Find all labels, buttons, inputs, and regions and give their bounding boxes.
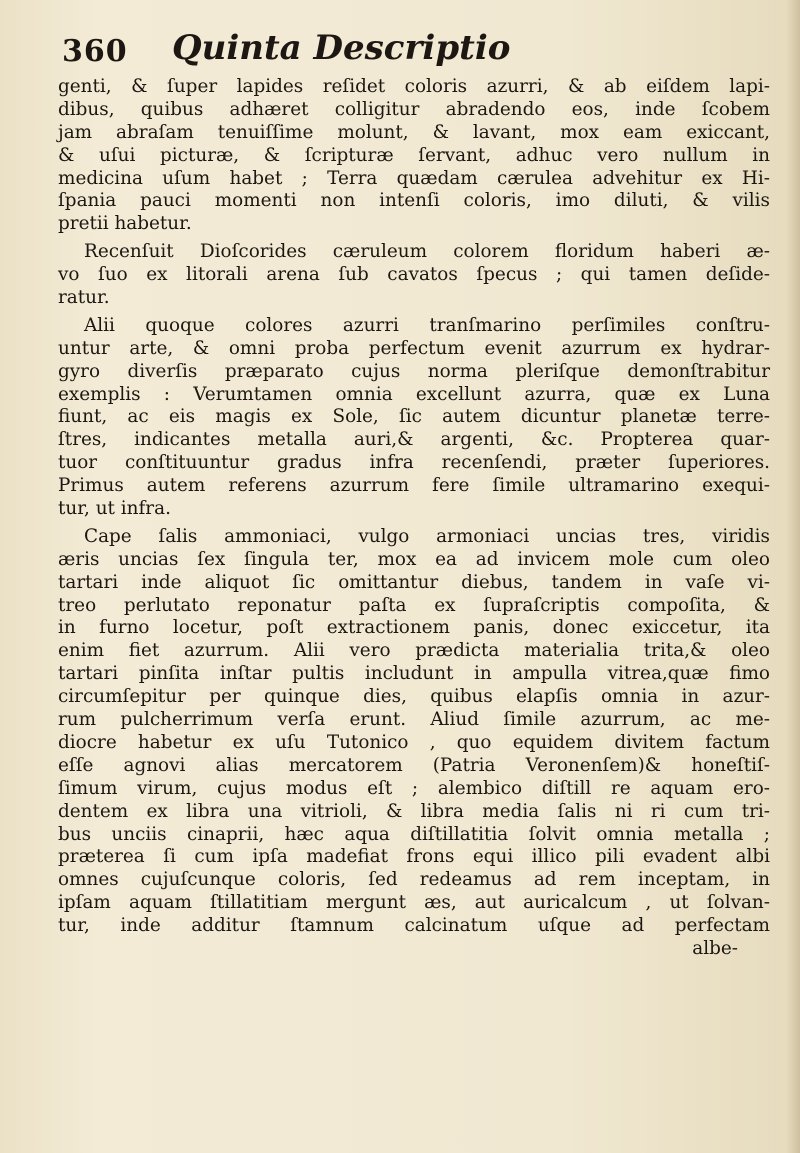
text-line: tartari inde aliquot ſic omittantur diebus, tandem in vaſe vi- xyxy=(58,571,770,593)
text-line: dentem ex libra una vitrioli, & libra media ſalis ni ri cum tri- xyxy=(58,800,770,822)
text-line: tur, ut infra. xyxy=(58,498,171,520)
paragraph xyxy=(58,526,770,938)
text-line: untur arte, & omni proba perfectum evenit azurrum ex hydrar- xyxy=(58,337,770,359)
page-edge-shadow xyxy=(786,0,800,1153)
text-line: fiunt, ac eis magis ex Sole, ſic autem dicuntur planetæ terre- xyxy=(58,406,770,428)
text-line: enim fiet azurrum. Alii vero prædicta materialia trita,& oleo xyxy=(58,640,770,662)
running-title: Quinta Descriptio xyxy=(172,28,511,68)
paragraph xyxy=(58,76,770,236)
text-line: dibus, quibus adhæret colligitur abradendo eos, inde ſcobem xyxy=(58,98,770,120)
page-number: 360 xyxy=(62,34,128,69)
text-line: præterea ſi cum ipſa madefiat frons equi illico pili evadent albi xyxy=(58,846,770,868)
text-line: pretii habetur. xyxy=(58,213,192,235)
text-line: & uſui picturæ, & ſcripturæ ſervant, adhuc vero nullum in xyxy=(58,144,770,166)
page-header xyxy=(62,28,762,76)
text-line: omnes cujuſcunque coloris, ſed redeamus ad rem inceptam, in xyxy=(58,869,770,891)
text-line: Recenſuit Dioſcorides cæruleum colorem floridum haberi æ- xyxy=(84,241,770,263)
text-line: exemplis : Verumtamen omnia excellunt azurra, quæ ex Luna xyxy=(58,383,770,405)
text-line: bus unciis cinaprii, hæc aqua diſtillatitia ſolvit omnia metalla ; xyxy=(58,823,770,845)
text-line: ratur. xyxy=(58,287,110,309)
text-line: treo perlutato reponatur paſta ex ſupraſcriptis compoſita, & xyxy=(58,594,770,616)
text-line: circumſepitur per quinque dies, quibus elapſis omnia in azur- xyxy=(58,686,770,708)
paragraph xyxy=(58,315,770,521)
text-line: eſſe agnovi alias mercatorem (Patria Veronenſem)& honeſtiſ- xyxy=(58,754,770,776)
paragraph xyxy=(58,241,770,310)
text-line: medicina uſum habet ; Terra quædam cærulea advehitur ex Hi- xyxy=(58,167,770,189)
text-line: æris uncias ſex ſingula ter, mox ea ad invicem mole cum oleo xyxy=(58,548,770,570)
text-line: in furno locetur, poſt extractionem panis, donec exiccetur, ita xyxy=(58,617,770,639)
text-line: tartari pinſita inſtar pultis includunt in ampulla vitrea,quæ fimo xyxy=(58,663,770,685)
text-line: ipſam aquam ſtillatitiam mergunt æs, aut auricalcum , ut ſolvan- xyxy=(58,892,770,914)
text-body xyxy=(58,76,770,961)
text-line: genti, & ſuper lapides reſidet coloris azurri, & ab eiſdem lapi- xyxy=(58,76,770,97)
catchword: albe- xyxy=(692,937,738,959)
text-line: Alii quoque colores azurri tranſmarino perſimiles conſtru- xyxy=(84,314,770,336)
text-line: ſpania pauci momenti non intenſi coloris, imo diluti, & vilis xyxy=(58,190,770,212)
text-line: tuor conſtituuntur gradus infra recenſendi, præter ſuperiores. xyxy=(58,452,770,474)
text-line: rum pulcherrimum verſa erunt. Aliud ſimile azurrum, ac me- xyxy=(58,709,770,731)
text-line: ſtres, indicantes metalla auri,& argenti, &c. Propterea quar- xyxy=(58,429,770,451)
text-line: vo ſuo ex litorali arena ſub cavatos ſpecus ; qui tamen deſide- xyxy=(58,264,770,286)
text-line: tur, inde additur ſtamnum calcinatum uſque ad perfectam xyxy=(58,915,770,937)
text-line: diocre habetur ex uſu Tutonico , quo equidem divitem factum xyxy=(58,731,770,753)
text-line: jam abraſam tenuiſſime molunt, & lavant, mox eam exiccant, xyxy=(58,121,770,143)
text-line: ſimum virum, cujus modus eſt ; alembico diſtill re aquam ero- xyxy=(58,777,770,799)
text-line: Primus autem referens azurrum fere ſimile ultramarino exequi- xyxy=(58,475,770,497)
text-line: gyro diverſis præparato cujus norma pleriſque demonſtrabitur xyxy=(58,360,770,382)
text-line: Cape ſalis ammoniaci, vulgo armoniaci uncias tres, viridis xyxy=(84,525,770,547)
